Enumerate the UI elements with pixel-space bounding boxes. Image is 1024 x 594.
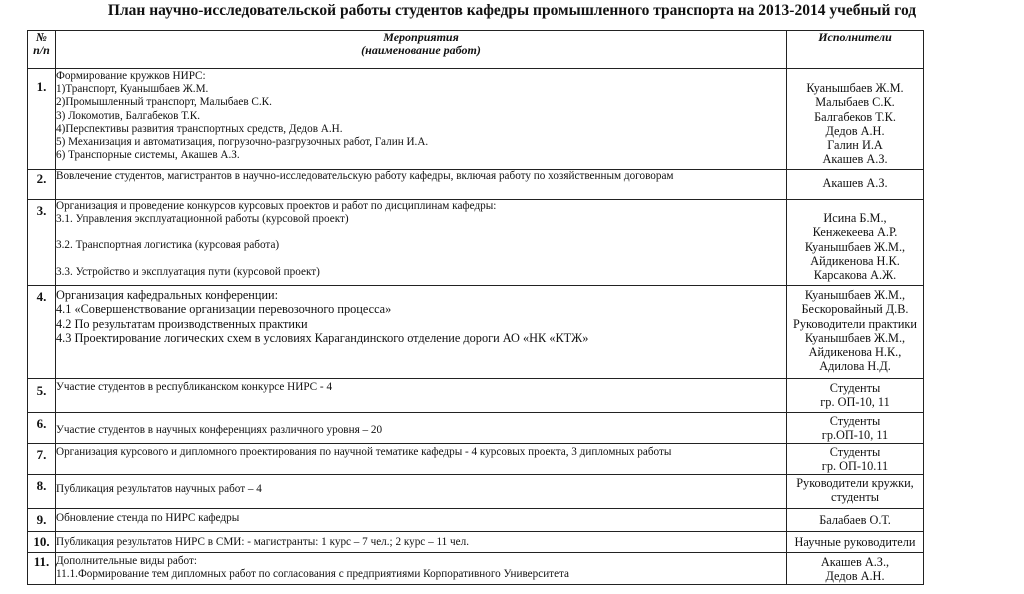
page-title: План научно-исследовательской работы студентов кафедры промышленного транспорта на 2013-2014 учебный год [107, 2, 917, 19]
row-executors: Акашев А.З. [787, 170, 924, 200]
col-header-executors: Исполнители [787, 31, 924, 69]
table-row [28, 170, 924, 200]
row-activity: Организация и проведение конкурсов курсовых проектов и работ по дисциплинам кафедры: 3.1. Управления эксплуатационной работы (курсовой проект) 3.2. Транспортная логистика (курсовая работа) 3.3. Устройство и эксплуатация пути (курсовой проект) [56, 200, 787, 286]
row-activity: Публикация результатов НИРС в СМИ: - магистранты: 1 курс – 7 чел.; 2 курс – 11 чел. [56, 532, 787, 553]
row-number: 1. [28, 69, 56, 170]
row-activity: Вовлечение студентов, магистрантов в научно-исследовательскую работу кафедры, включая работу по хозяйственным договорам [56, 170, 787, 200]
row-number: 2. [28, 170, 56, 200]
row-executors: Куанышбаев Ж.М. Малыбаев С.К. Балгабеков Т.К. Дедов А.Н. Галин И.А Акашев А.З. [787, 69, 924, 170]
row-activity: Формирование кружков НИРС: 1)Транспорт, Куанышбаев Ж.М. 2)Промышленный транспорт, Малыбаев С.К. 3) Локомотив, Балгабеков Т.К. 4)Перспективы развития транспортных средств, Дедов А.Н. 5) Механизация и автоматизация, погрузочно-разгрузочных работ, Галин И.А. 6) Транспорные системы, Акашев А.З. [56, 69, 787, 170]
row-executors: Акашев А.З., Дедов А.Н. [787, 553, 924, 585]
table-row [28, 200, 924, 286]
row-executors: Студенты гр.ОП-10, 11 [787, 413, 924, 444]
row-number: 5. [28, 379, 56, 413]
table-row [28, 286, 924, 379]
col-header-number: № п/п [28, 31, 56, 69]
row-number: 8. [28, 475, 56, 509]
row-executors: Научные руководители [787, 532, 924, 553]
table-row [28, 475, 924, 509]
col-header-activities: Мероприятия (наименование работ) [56, 31, 787, 69]
row-executors: Руководители кружки, студенты [787, 475, 924, 509]
row-executors: Куанышбаев Ж.М., Бескоровайный Д.В. Руководители практики Куанышбаев Ж.М., Айдикенова Н.К., Адилова Н.Д. [787, 286, 924, 379]
table-row [28, 532, 924, 553]
table-row [28, 69, 924, 170]
row-executors: Исина Б.М., Кенжекеева А.Р. Куанышбаев Ж.М., Айдикенова Н.К. Карсакова А.Ж. [787, 200, 924, 286]
table-row [28, 379, 924, 413]
table-row [28, 509, 924, 532]
row-number: 6. [28, 413, 56, 444]
row-activity: Организация курсового и дипломного проектирования по научной тематике кафедры - 4 курсовых проекта, 3 дипломных работы [56, 444, 787, 475]
row-activity: Участие студентов в научных конференциях различного уровня – 20 [56, 413, 787, 444]
header-row [28, 31, 924, 69]
row-executors: Студенты гр. ОП-10, 11 [787, 379, 924, 413]
row-number: 3. [28, 200, 56, 286]
row-activity: Дополнительные виды работ: 11.1.Формирование тем дипломных работ по согласования с предприятиями Корпоративного Университета [56, 553, 787, 585]
row-number: 11. [28, 553, 56, 585]
table-row [28, 444, 924, 475]
row-activity: Публикация результатов научных работ – 4 [56, 475, 787, 509]
row-activity: Обновление стенда по НИРС кафедры [56, 509, 787, 532]
table-row [28, 413, 924, 444]
plan-table [27, 30, 924, 585]
row-number: 10. [28, 532, 56, 553]
row-number: 4. [28, 286, 56, 379]
table-row [28, 553, 924, 585]
row-executors: Балабаев О.Т. [787, 509, 924, 532]
row-activity: Организация кафедральных конференции: 4.1 «Совершенствование организации перевозочного процесса» 4.2 По результатам производственных практики 4.3 Проектирование логических схем в условиях Карагандинского отделение дороги АО «НК «КТЖ» [56, 286, 787, 379]
row-executors: Студенты гр. ОП-10.11 [787, 444, 924, 475]
row-number: 9. [28, 509, 56, 532]
row-activity: Участие студентов в республиканском конкурсе НИРС - 4 [56, 379, 787, 413]
row-number: 7. [28, 444, 56, 475]
